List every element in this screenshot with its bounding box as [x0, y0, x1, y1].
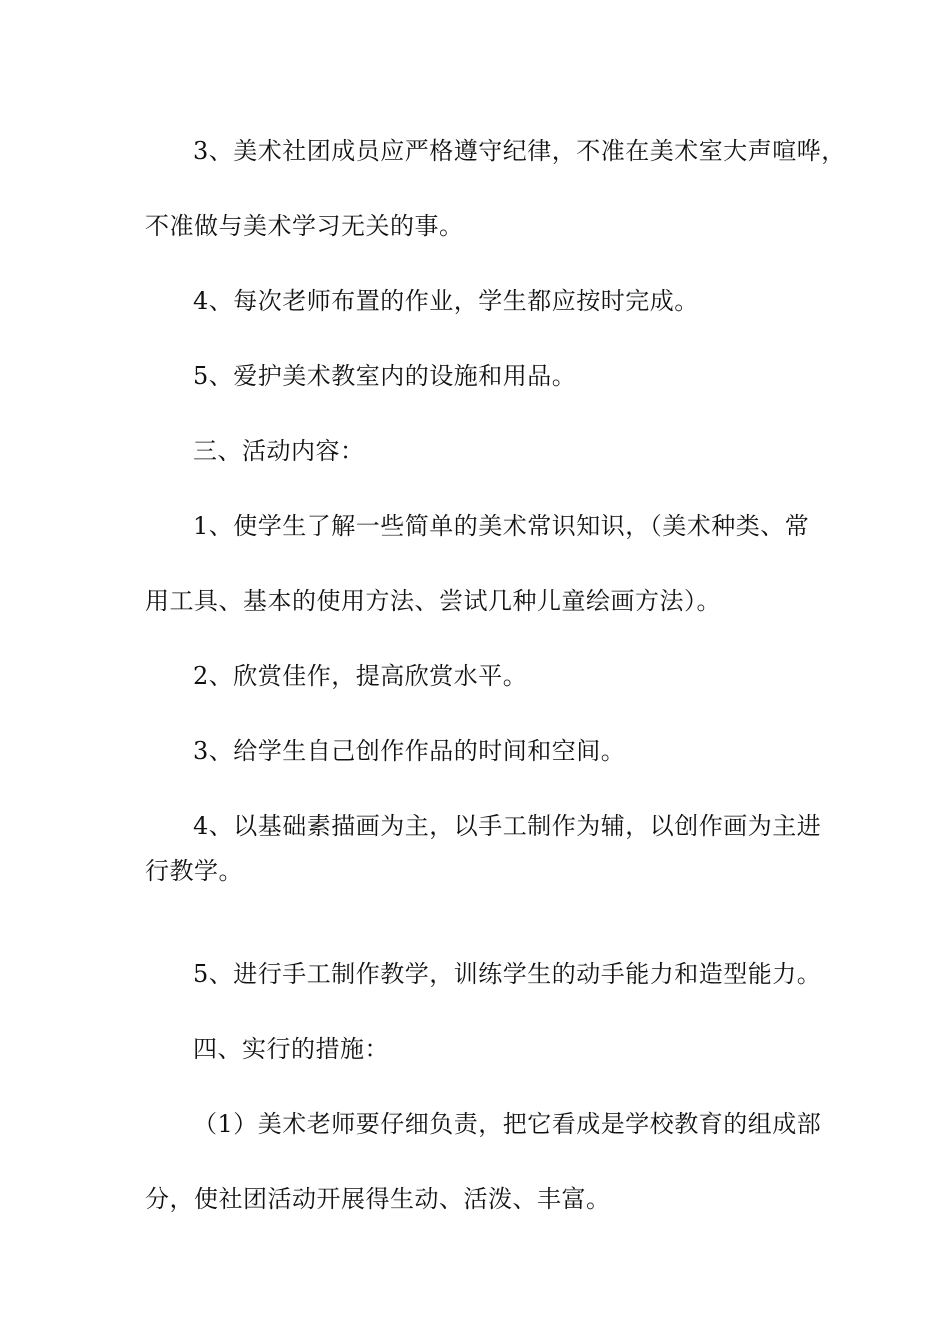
section-heading-activities: 三、活动内容： — [193, 437, 365, 465]
activity-4-line-1: 4、以基础素描画为主，以手工制作为辅，以创作画为主进 — [193, 812, 822, 840]
rule-5: 5、爱护美术教室内的设施和用品。 — [193, 362, 577, 390]
activity-1-line-1: 1、使学生了解一些简单的美术常识知识，（美术种类、常 — [193, 512, 810, 540]
activity-3: 3、给学生自己创作作品的时间和空间。 — [193, 737, 626, 765]
activity-4-line-2: 行教学。 — [145, 857, 243, 885]
rule-4: 4、每次老师布置的作业，学生都应按时完成。 — [193, 287, 699, 315]
activity-2: 2、欣赏佳作，提高欣赏水平。 — [193, 662, 528, 690]
measure-1-line-2: 分，使社团活动开展得生动、活泼、丰富。 — [145, 1185, 611, 1213]
section-heading-measures: 四、实行的措施： — [193, 1035, 389, 1063]
rule-3-line-2: 不准做与美术学习无关的事。 — [145, 212, 464, 240]
rule-3-line-1: 3、美术社团成员应严格遵守纪律，不准在美术室大声喧哗， — [193, 137, 846, 165]
activity-5: 5、进行手工制作教学，训练学生的动手能力和造型能力。 — [193, 960, 822, 988]
measure-1-line-1: （1）美术老师要仔细负责，把它看成是学校教育的组成部 — [193, 1110, 822, 1138]
activity-1-line-2: 用工具、基本的使用方法、尝试几种儿童绘画方法）。 — [145, 587, 721, 615]
